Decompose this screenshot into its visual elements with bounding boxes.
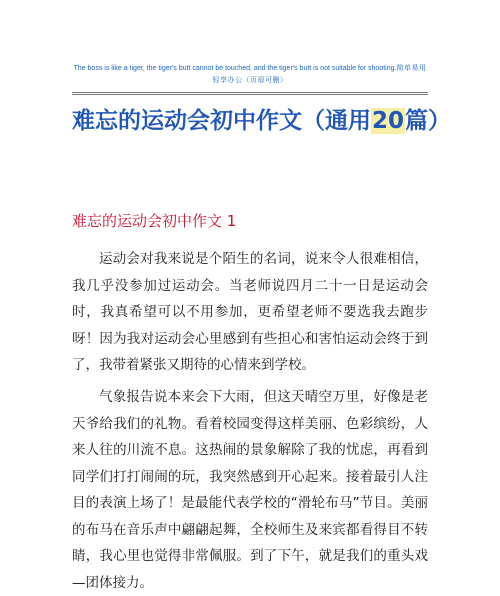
section-heading: 难忘的运动会初中作文 1 (72, 212, 237, 230)
paragraph-2: 气象报告说本来会下大雨，但这天晴空万里，好像是老天爷给我们的礼物。看着校园变得这样美丽、色彩缤纷，人来人往的川流不息。这热闹的景象解除了我的忧虑，再看到同学们打打闹闹的玩，我突然感到开心起来。接着最引人注目的表演上场了！是最能代表学校的“滑轮布马”节目。美丽的布马在音乐声中翩翩起舞，全校师生及来宾都看得目不转睛，我心里也觉得非常佩服。到了下午，就是我们的重头戏—团体接力。 (72, 389, 428, 591)
title-tail-text: 篇） (405, 108, 452, 134)
header-chinese-text: 简单易用 轻享办公（页眉可删） (212, 65, 434, 84)
page-header (72, 63, 434, 87)
title-number-highlight: 20 (372, 108, 405, 134)
header-english-text: The boss is like a tiger, the tiger's butt cannot be touched, and the tiger's butt is not suitable for shooting. (73, 65, 397, 72)
document-title (72, 105, 452, 137)
header-divider-top (72, 92, 428, 93)
title-main-text: 难忘的运动会初中作文（通用 (72, 108, 371, 134)
header-divider-bottom (72, 94, 428, 95)
paragraph-1: 运动会对我来说是个陌生的名词，说来令人很难相信，我几乎没参加过运动会。当老师说四月二十一日是运动会时，我真希望可以不用参加，更希望老师不要选我去跑步呀！因为我对运动会心里感到有些担心和害怕运动会终于到了，我带着紧张又期待的心情来到学校。 (72, 251, 428, 373)
